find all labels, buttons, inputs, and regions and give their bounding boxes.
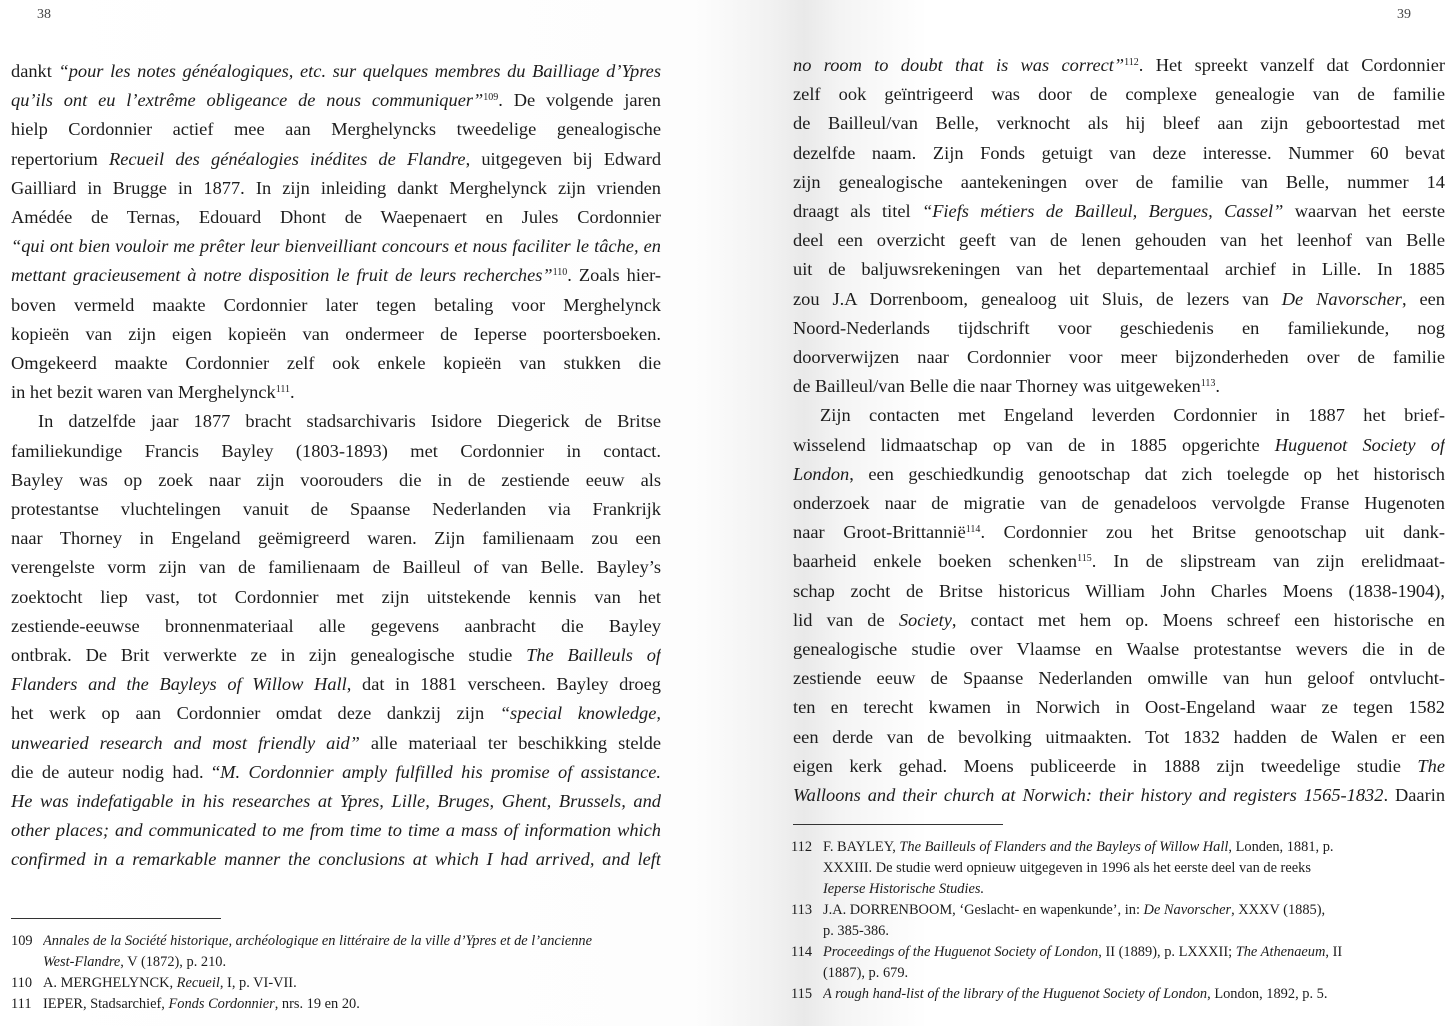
text-run: verengelste vorm zijn van de familienaam de Bailleul of van Belle. Bayley’s: [11, 557, 661, 578]
footnote: [791, 984, 1449, 1005]
footnote-ref: 110: [552, 267, 568, 279]
text-run: Walloons and their church at Norwich: their history and registers 1565-1832: [793, 785, 1384, 806]
text-run: dezelfde naam. Zijn Fonds getuigt van deze interesse. Nummer 60 bevat: [793, 142, 1445, 163]
text-run: J.A. DORRENBOOM, ‘Geslacht- en wapenkunde’, in:: [823, 902, 1144, 918]
text-run: . In de slipstream van zijn erelidmaat-: [1091, 551, 1445, 572]
text-run: , London, 1892, p. 5.: [1207, 986, 1328, 1002]
text-run: London: [793, 463, 850, 484]
footnote-number: 113: [791, 902, 813, 918]
footnote-line: [823, 837, 1449, 858]
footnotes: [11, 931, 671, 1015]
text-run: de Bailleul/van Belle die naar Thorney was uitgeweken: [793, 376, 1201, 397]
text-run: het werk op aan Cordonnier omdat deze dankzij zijn: [11, 703, 500, 724]
text-line: [11, 845, 661, 874]
text-run: uit de baljuwsrekeningen van het departementaal archief in Lille. In 1885: [793, 259, 1445, 280]
left-page: [0, 0, 720, 1026]
text-line: [11, 86, 661, 115]
text-run: naar Groot-Brittannië: [793, 522, 966, 543]
text-line: [11, 407, 661, 436]
footnote-ref: 113: [1200, 378, 1216, 390]
text-run: Flanders and the Bayleys of Willow Hall: [11, 674, 347, 695]
text-run: . Het spreekt vanzelf dat Cordonnier: [1138, 55, 1445, 75]
text-run: “Fiefs métiers de Bailleul, Bergues, Cassel”: [921, 201, 1284, 222]
text-run: . Zoals hier-: [567, 265, 661, 286]
text-run: boven vermeld maakte Cordonnier later tegen betaling voor Merghelynck: [11, 294, 661, 315]
text-line: [793, 752, 1445, 781]
text-run: , contact met hem op. Moens schreef een historische en: [951, 609, 1445, 630]
text-run: , XXXV (1885),: [1231, 902, 1326, 918]
text-line: [793, 285, 1445, 314]
text-line: [11, 291, 661, 320]
text-run: He was indefatigable in his researches at Ypres, Lille, Bruges, Ghent, Brussels, and: [11, 791, 661, 812]
text-run: F. BAYLEY,: [823, 839, 900, 855]
footnote: [791, 900, 1449, 942]
text-run: no room to doubt that is was correct”: [793, 55, 1125, 75]
text-run: naar Thorney in Engeland geëmigreerd waren. Zijn familienaam zou een: [11, 528, 661, 549]
text-run: qu’ils ont eu l’extrême obligeance de nous communiquer”: [11, 90, 484, 111]
footnote-text: [823, 837, 1449, 900]
text-line: [11, 378, 661, 407]
footnote: [11, 931, 671, 973]
text-run: genealogische studie over Vlaamse en Waalse protestantse wevers die in de: [793, 639, 1445, 660]
text-run: Bayley was op zoek naar zijn voorouders die in de zestiende eeuw als: [11, 469, 661, 490]
page-number: 39: [1397, 7, 1411, 22]
text-run: mettant gracieusement à notre disposition le fruit de leurs recherches”: [11, 265, 553, 286]
text-line: [11, 553, 661, 582]
footnote-line: [823, 984, 1449, 1005]
text-run: confirmed in a remarkable manner the conclusions at which I had arrived, and left: [11, 849, 661, 870]
text-run: alle materiaal ter beschikking stelde: [359, 732, 661, 753]
footnote-ref: 114: [965, 524, 981, 536]
text-line: [793, 577, 1445, 606]
text-line: [793, 255, 1445, 284]
text-run: ontbrak. De Brit verwerkte ze in zijn genealogische studie: [11, 645, 527, 666]
text-line: [793, 226, 1445, 255]
text-run: zijn genealogische aantekeningen over de familie van Belle, nummer 14: [793, 171, 1445, 192]
text-line: [793, 460, 1445, 489]
text-run: eigen kerk gehad. Moens publiceerde in 1888 zijn tweedelige studie: [793, 755, 1418, 776]
text-run: deel een overzicht geeft van de lenen gehouden van het leenhof van Belle: [793, 230, 1445, 251]
text-line: [793, 80, 1445, 109]
text-run: M. Cordonnier amply fulfilled his promise of assistance.: [220, 761, 661, 782]
text-run: , II: [1325, 944, 1343, 960]
footnote: [11, 994, 671, 1015]
text-run: , Londen, 1881, p.: [1228, 839, 1334, 855]
footnote-line: [823, 900, 1449, 921]
text-run: Zijn contacten met Engeland leverden Cordonnier in 1887 het brief-: [820, 405, 1445, 426]
footnote-text: [43, 931, 671, 973]
text-line: [793, 401, 1445, 430]
footnote-text: [43, 973, 671, 994]
text-run: in het bezit waren van Merghelynck: [11, 382, 276, 403]
text-run: XXXIII. De studie werd opnieuw uitgegeven in 1996 als het eerste deel van de reeks: [823, 860, 1311, 876]
text-run: , dat in 1881 verscheen. Bayley droeg: [346, 674, 661, 695]
text-run: “special knowledge,: [499, 703, 661, 724]
text-line: [11, 57, 661, 86]
text-run: lid van de: [793, 609, 899, 630]
text-run: The Bailleuls of: [526, 645, 661, 666]
text-run: ten en terecht kwamen in Norwich in Oost-Engeland waar ze tegen 1582: [793, 697, 1445, 718]
text-run: , I, p. VI-VII.: [219, 975, 297, 991]
text-line: [793, 606, 1445, 635]
text-run: In datzelfde jaar 1877 bracht stadsarchivaris Isidore Diegerick de Britse: [38, 411, 661, 432]
text-run: .: [1215, 376, 1220, 397]
text-line: [11, 320, 661, 349]
text-run: .: [289, 382, 295, 403]
body-text: [11, 57, 661, 875]
text-run: , uitgegeven bij Edward: [465, 148, 661, 169]
text-run: schap zocht de Britse historicus William John Charles Moens (1838-1904),: [793, 580, 1445, 601]
text-run: Noord-Nederlands tijdschrift voor geschiedenis en familiekunde, nog: [793, 317, 1445, 338]
text-line: [11, 787, 661, 816]
text-line: [11, 174, 661, 203]
text-line: [793, 431, 1445, 460]
text-line: [793, 372, 1445, 401]
text-run: The: [1417, 755, 1445, 776]
text-line: [793, 343, 1445, 372]
text-run: onderzoek naar de migratie van de genadeloos vervolgde Franse Hugenoten: [793, 493, 1445, 514]
text-line: [793, 635, 1445, 664]
text-run: Annales de la Société historique, archéologique en littéraire de la ville d’Ypres et de l’ancienne: [43, 933, 592, 949]
text-run: De Navorscher: [1281, 288, 1402, 309]
text-run: The Athenaeum: [1235, 944, 1326, 960]
text-run: Society: [898, 609, 952, 630]
footnote-line: [43, 952, 671, 973]
footnote-ref: 111: [275, 384, 290, 396]
text-line: [793, 314, 1445, 343]
text-run: other places; and communicated to me from time to time a mass of information which: [11, 820, 661, 841]
text-run: . Cordonnier zou het Britse genootschap uit dank-: [980, 522, 1445, 543]
text-run: Amédée de Ternas, Edouard Dhont de Waepenaert en Jules Cordonnier: [11, 207, 661, 228]
text-run: doorverwijzen naar Cordonnier voor meer bijzonderheden over de familie: [793, 347, 1445, 368]
text-line: [11, 524, 661, 553]
footnote-rule: [793, 824, 1003, 825]
text-run: West-Flandre: [43, 954, 121, 970]
footnote-number: 111: [11, 996, 32, 1012]
text-line: [793, 139, 1445, 168]
footnote-ref: 109: [483, 92, 499, 104]
text-run: . De volgende jaren: [498, 90, 661, 111]
text-line: [11, 641, 661, 670]
footnote-line: [43, 973, 671, 994]
text-run: de Bailleul/van Belle, verknocht als hij bleef aan zijn geboortestad met: [793, 113, 1445, 134]
footnote-line: [43, 994, 671, 1015]
footnote: [791, 837, 1449, 900]
text-line: [11, 203, 661, 232]
text-run: unwearied research and most friendly aid”: [11, 732, 360, 753]
text-run: Ieperse Historische Studies.: [823, 881, 985, 897]
text-run: kopieën van zijn eigen kopieën van ondermeer de Ieperse poortersboeken.: [11, 323, 661, 344]
text-line: [11, 232, 661, 261]
text-run: Gailliard in Brugge in 1877. In zijn inleiding dankt Merghelynck zijn vrienden: [11, 177, 661, 198]
footnote-ref: 112: [1124, 57, 1139, 68]
text-run: “qui ont bien vouloir me prêter leur bienveilliant concours et nous faciliter le tâche, en: [11, 236, 661, 257]
text-run: , nrs. 19 en 20.: [274, 996, 360, 1012]
text-run: wisselend lidmaatschap op van de in 1885 opgerichte: [793, 434, 1275, 455]
footnote-text: [823, 900, 1449, 942]
text-run: een derde van de bevolking uitmaakten. Tot 1832 hadden de Walen er een: [793, 726, 1445, 747]
text-run: p. 385-386.: [823, 923, 889, 939]
text-line: [11, 437, 661, 466]
footnotes: [791, 837, 1449, 1005]
text-run: die de auteur nodig had. “: [11, 761, 221, 782]
text-run: waarvan het eerste: [1283, 201, 1445, 222]
text-line: [11, 816, 661, 845]
text-line: [793, 723, 1445, 752]
text-run: hielp Cordonnier actief mee aan Merghelyncks tweedelige genealogische: [11, 119, 661, 140]
text-line: [793, 664, 1445, 693]
text-line: [11, 145, 661, 174]
text-line: [11, 612, 661, 641]
text-run: The Bailleuls of Flanders and the Bayleys of Willow Hall: [899, 839, 1229, 855]
text-line: [11, 670, 661, 699]
text-run: zoektocht liep vast, tot Cordonnier met zijn uitstekende kennis van het: [11, 586, 661, 607]
text-line: [11, 729, 661, 758]
footnote-ref: 115: [1077, 553, 1092, 565]
text-line: [11, 115, 661, 144]
footnote-number: 112: [791, 839, 813, 855]
text-run: (1887), p. 679.: [823, 965, 909, 981]
text-run: zestiende-eeuwse bronnenmateriaal alle gegevens aanbracht die Bayley: [11, 615, 661, 636]
footnote-number: 115: [791, 986, 813, 1002]
footnote-line: [823, 963, 1449, 984]
footnote-text: [823, 984, 1449, 1005]
text-run: A rough hand-list of the library of the Huguenot Society of London: [823, 986, 1208, 1002]
text-run: A. MERGHELYNCK,: [43, 975, 177, 991]
text-run: repertorium: [11, 148, 109, 169]
footnote-number: 110: [11, 975, 33, 991]
footnote: [791, 942, 1449, 984]
footnote-line: [43, 931, 671, 952]
text-line: [11, 495, 661, 524]
text-line: [793, 693, 1445, 722]
text-line: [793, 489, 1445, 518]
text-line: [11, 583, 661, 612]
footnote-text: [823, 942, 1449, 984]
text-run: protestantse vluchtelingen vanuit de Spaanse Nederlanden via Frankrijk: [11, 499, 661, 520]
text-run: “pour les notes généalogiques, etc. sur quelques membres du Bailliage d’Ypres: [58, 61, 661, 81]
text-run: draagt als titel: [793, 201, 922, 222]
text-run: zestiende eeuw de Spaanse Nederlanden omwille van hun geloof ontvlucht-: [793, 668, 1445, 689]
text-run: Omgekeerd maakte Cordonnier zelf ook enkele kopieën van stukken die: [11, 353, 661, 374]
text-line: [11, 466, 661, 495]
text-run: Recueil: [176, 975, 220, 991]
footnote-line: [823, 942, 1449, 963]
text-run: De Navorscher: [1143, 902, 1232, 918]
text-line: [793, 109, 1445, 138]
footnote-line: [823, 858, 1449, 879]
text-line: [793, 168, 1445, 197]
footnote-line: [823, 879, 1449, 900]
text-run: , V (1872), p. 210.: [120, 954, 227, 970]
text-line: [793, 547, 1445, 576]
text-line: [793, 197, 1445, 226]
text-run: , een: [1401, 288, 1445, 309]
text-run: , II (1889), p. LXXXII;: [1098, 944, 1236, 960]
text-line: [11, 261, 661, 290]
text-line: [793, 781, 1445, 810]
body-text: [793, 51, 1445, 810]
text-line: [11, 699, 661, 728]
text-run: zou J.A Dorrenboom, genealoog uit Sluis, de lezers van: [793, 288, 1282, 309]
footnote-line: [823, 921, 1449, 942]
footnote-rule: [11, 918, 221, 919]
footnote-number: 109: [11, 933, 33, 949]
text-run: zelf ook geïntrigeerd was door de complexe genealogie van de familie: [793, 84, 1445, 105]
text-run: IEPER, Stadsarchief,: [43, 996, 169, 1012]
text-line: [793, 518, 1445, 547]
text-run: Proceedings of the Huguenot Society of London: [823, 944, 1099, 960]
text-run: dankt: [11, 61, 59, 81]
footnote-number: 114: [791, 944, 813, 960]
text-run: Fonds Cordonnier: [168, 996, 275, 1012]
text-line: [793, 51, 1445, 80]
text-line: [11, 349, 661, 378]
text-run: baarheid enkele boeken schenken: [793, 551, 1078, 572]
text-run: Recueil des généalogies inédites de Flandre: [109, 148, 466, 169]
text-run: Huguenot Society of: [1274, 434, 1445, 455]
text-run: familiekundige Francis Bayley (1803-1893) met Cordonnier in contact.: [11, 440, 661, 461]
footnote-text: [43, 994, 671, 1015]
text-line: [11, 758, 661, 787]
right-page: [760, 0, 1449, 1026]
text-run: . Daarin: [1383, 785, 1445, 806]
footnote: [11, 973, 671, 994]
page-number: 38: [37, 7, 51, 22]
text-run: , een geschiedkundig genootschap dat zich toelegde op het historisch: [849, 463, 1445, 484]
